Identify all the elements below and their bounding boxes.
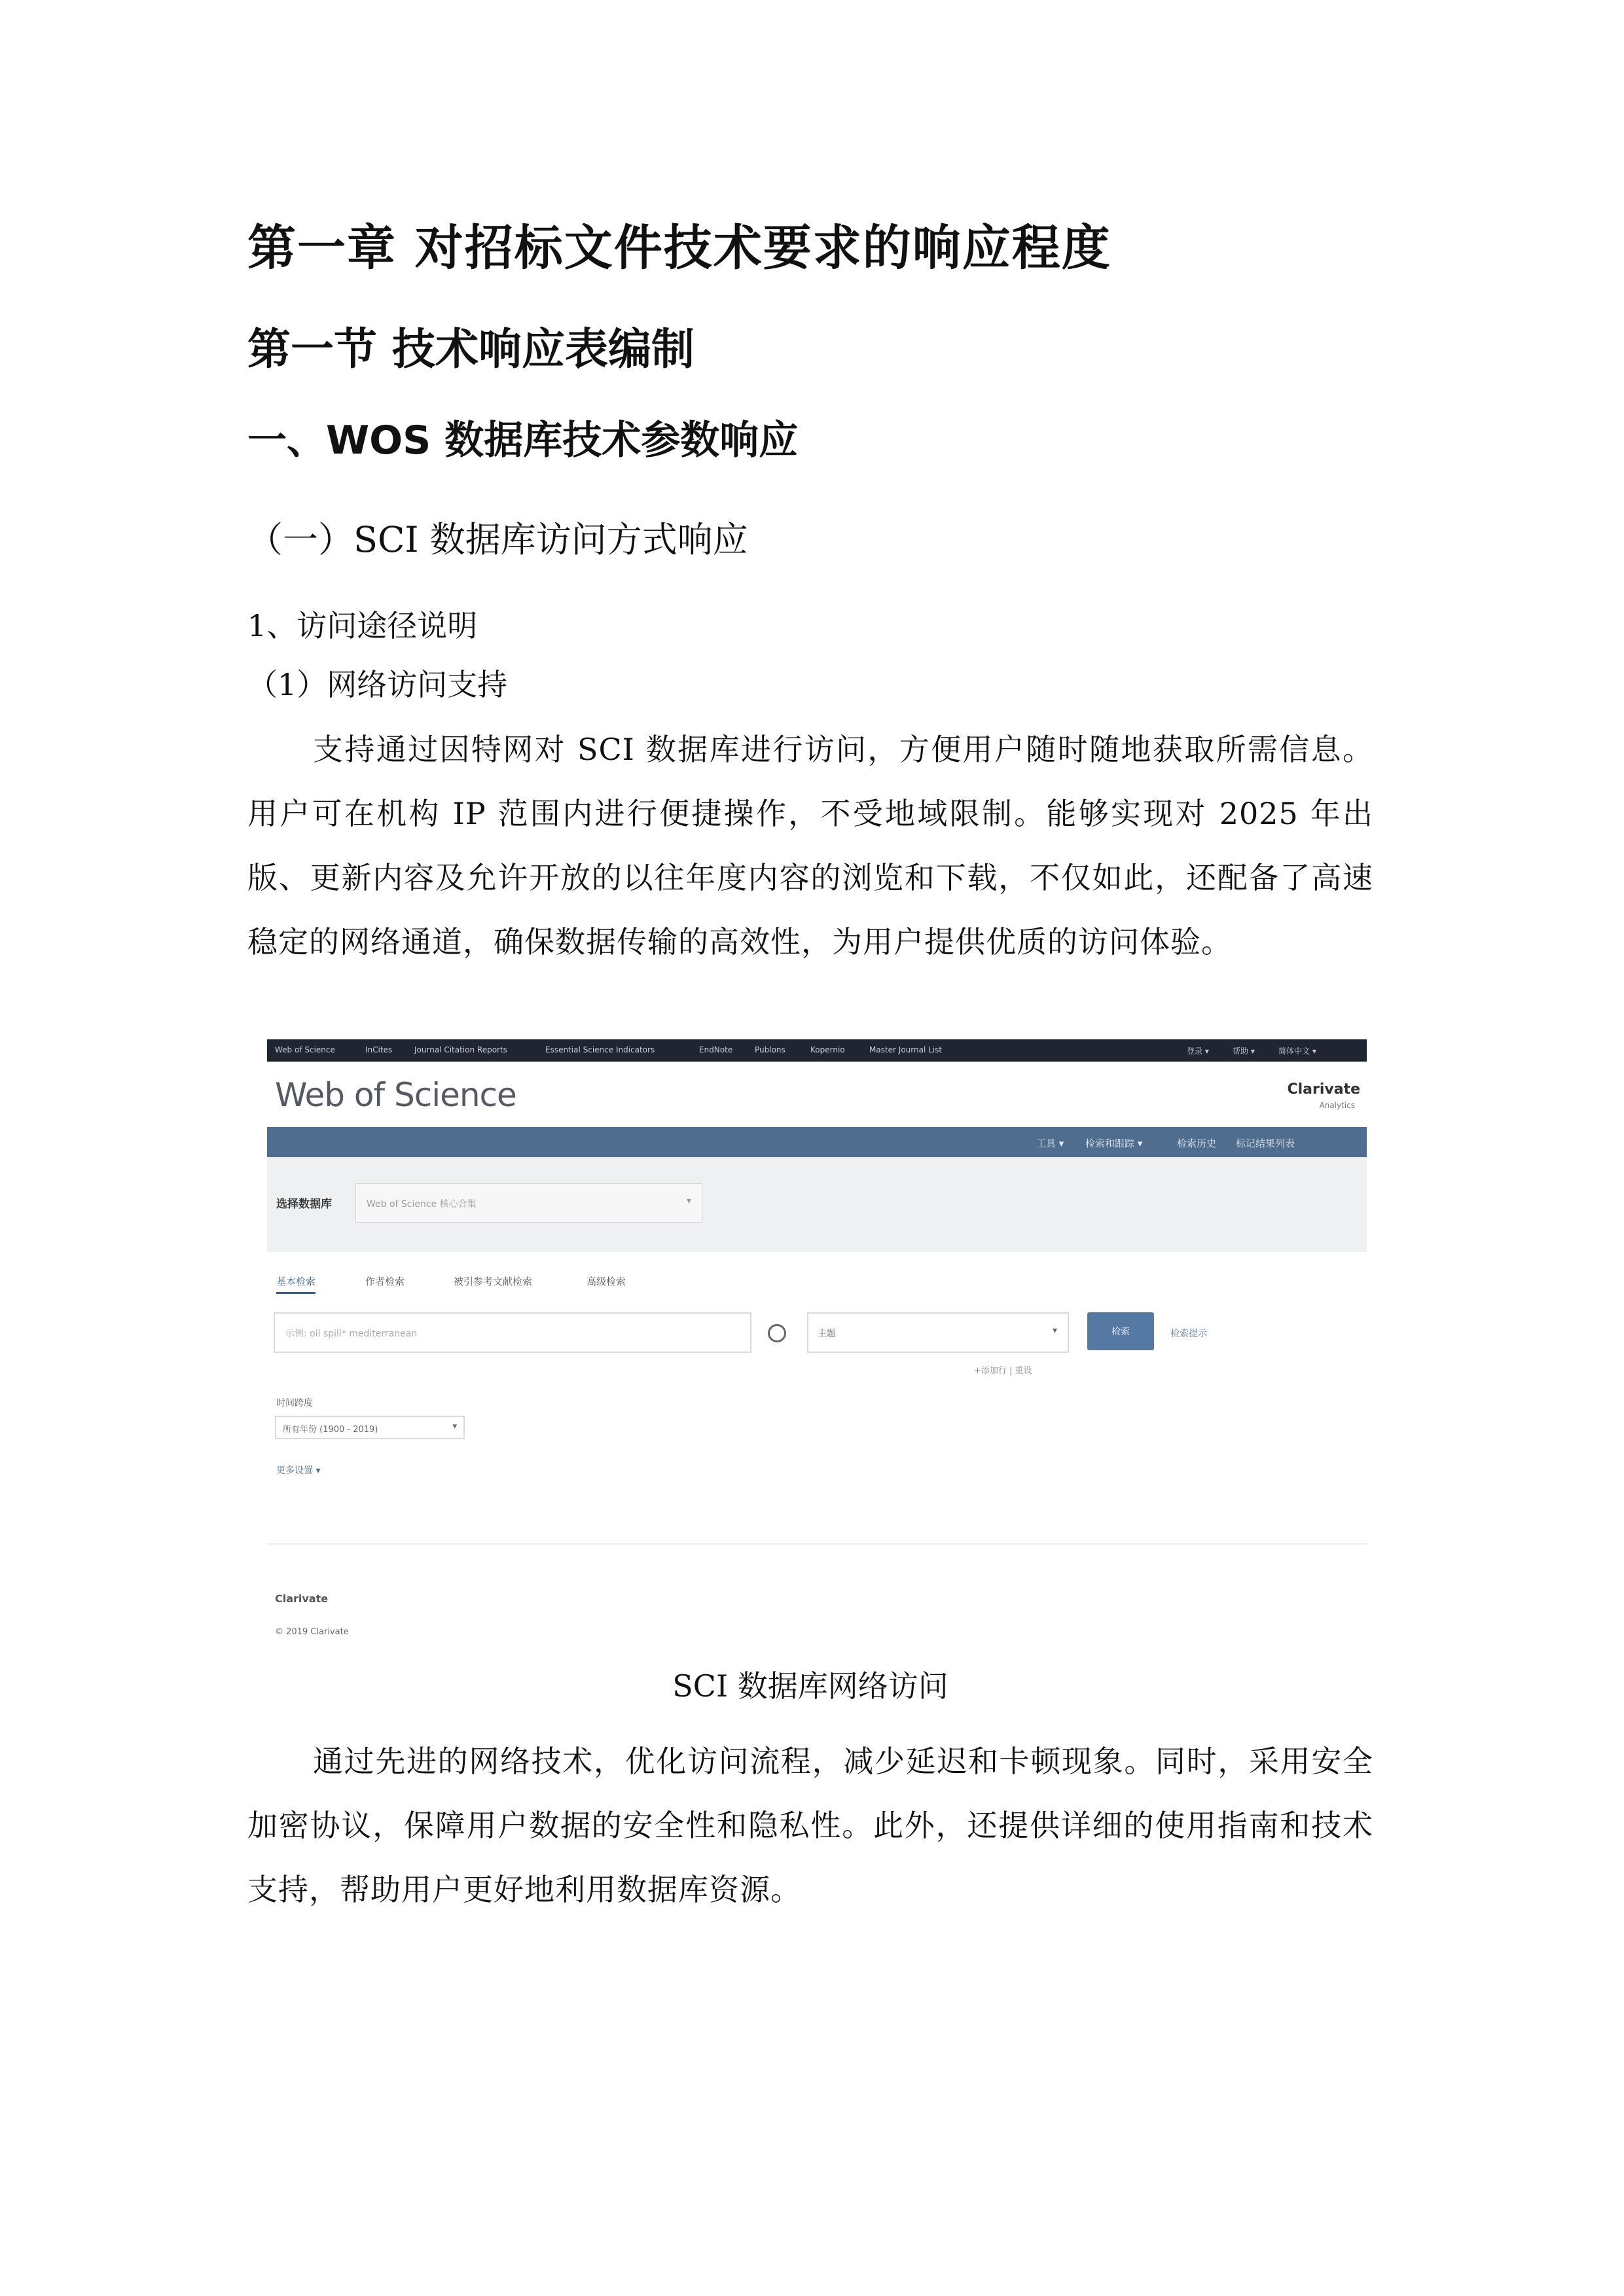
search-history-link[interactable]: 检索历史	[1177, 1138, 1217, 1149]
footer-clarivate-logo: Clarivate	[275, 1592, 329, 1605]
paragraph-network-access: 支持通过因特网对 SCI 数据库进行访问，方便用户随时随地获取所需信息。用户可在机构 IP 范围内进行便捷操作，不受地域限制。能够实现对 2025 年出版、更新内容及允许开放的以往年度内容的浏览和下载，不仅如此，还配备了高速稳定的网络通道，确保数据传输的高效性，为用户提供优质的访问体验。	[247, 732, 1373, 960]
search-placeholder: 示例: oil spill* mediterranean	[285, 1329, 418, 1339]
add-row-link[interactable]: +添加行 | 重设	[974, 1366, 1032, 1376]
database-dropdown[interactable]	[355, 1183, 702, 1223]
chevron-down-icon: ▾	[1052, 1325, 1057, 1336]
subsection-heading: 一、WOS 数据库技术参数响应	[247, 418, 799, 463]
timespan-value: 所有年份 (1900 - 2019)	[283, 1425, 378, 1435]
timespan-dropdown[interactable]	[275, 1416, 465, 1439]
search-button-label: 检索	[1111, 1327, 1130, 1337]
tab-advanced-search[interactable]: 高级检索	[586, 1276, 626, 1287]
search-tracking-menu[interactable]: 检索和跟踪 ▾	[1085, 1138, 1143, 1149]
database-select-panel	[267, 1157, 1367, 1252]
marked-list-link[interactable]: 标记结果列表	[1236, 1138, 1295, 1149]
database-label: 选择数据库	[276, 1198, 332, 1211]
database-dropdown-value: Web of Science 核心合集	[367, 1199, 477, 1210]
search-tabs	[267, 1252, 1367, 1298]
topnav-item[interactable]: Master Journal List	[869, 1045, 943, 1054]
footer-divider	[267, 1543, 1367, 1545]
subitem-heading: （1）网络访问支持	[247, 667, 508, 702]
topnav-item[interactable]: Journal Citation Reports	[414, 1045, 507, 1054]
help-icon[interactable]	[768, 1324, 786, 1342]
tab-author-search[interactable]: 作者检索	[365, 1276, 405, 1287]
wos-tools-bar	[267, 1127, 1367, 1157]
tools-menu[interactable]: 工具 ▾	[1036, 1138, 1064, 1149]
chevron-down-icon: ▾	[686, 1196, 691, 1206]
topnav-item[interactable]: EndNote	[699, 1045, 733, 1054]
wos-logo[interactable]: Web of Science	[275, 1076, 516, 1114]
tab-basic-search[interactable]: 基本检索	[276, 1274, 316, 1294]
figure-caption: SCI 数据库网络访问	[672, 1668, 948, 1704]
wos-top-navbar	[267, 1039, 1367, 1062]
field-dropdown-value: 主题	[818, 1329, 836, 1339]
topnav-item[interactable]: Essential Science Indicators	[545, 1045, 655, 1054]
search-tips-link[interactable]: 检索提示	[1170, 1329, 1207, 1339]
clarivate-logo: Clarivate	[1287, 1081, 1360, 1098]
topnav-right-item[interactable]: 登录 ▾	[1187, 1047, 1209, 1056]
paragraph-network-technology: 通过先进的网络技术，优化访问流程，减少延迟和卡顿现象。同时，采用安全加密协议，保障用户数据的安全性和隐私性。此外，还提供详细的使用指南和技术支持，帮助用户更好地利用数据库资源。	[247, 1744, 1373, 1907]
topnav-right-item[interactable]: 简体中文 ▾	[1278, 1047, 1316, 1056]
subsubsection-heading: （一）SCI 数据库访问方式响应	[247, 519, 748, 560]
chapter-heading: 第一章 对招标文件技术要求的响应程度	[247, 220, 1111, 276]
more-settings-toggle[interactable]: 更多设置 ▾	[276, 1465, 321, 1476]
wos-screenshot-figure	[267, 1039, 1367, 1651]
section-heading: 第一节 技术响应表编制	[247, 324, 695, 374]
field-dropdown[interactable]	[807, 1312, 1069, 1353]
topnav-item[interactable]: Publons	[755, 1045, 785, 1054]
timespan-label: 时间跨度	[276, 1398, 313, 1408]
clarivate-logo-sub: Analytics	[1319, 1101, 1355, 1110]
topnav-right-item[interactable]: 帮助 ▾	[1233, 1047, 1255, 1056]
search-row	[267, 1298, 1367, 1376]
tab-cited-reference-search[interactable]: 被引参考文献检索	[454, 1276, 533, 1287]
topnav-item[interactable]: Kopernio	[810, 1045, 845, 1054]
wos-header	[267, 1062, 1367, 1127]
search-button[interactable]	[1087, 1312, 1154, 1350]
search-input[interactable]	[274, 1312, 751, 1353]
topnav-item[interactable]: Web of Science	[275, 1045, 335, 1054]
footer-copyright: © 2019 Clarivate	[275, 1627, 349, 1637]
chevron-down-icon: ▾	[452, 1422, 457, 1431]
topnav-item[interactable]: InCites	[365, 1045, 393, 1054]
item-heading: 1、访问途径说明	[247, 608, 478, 643]
